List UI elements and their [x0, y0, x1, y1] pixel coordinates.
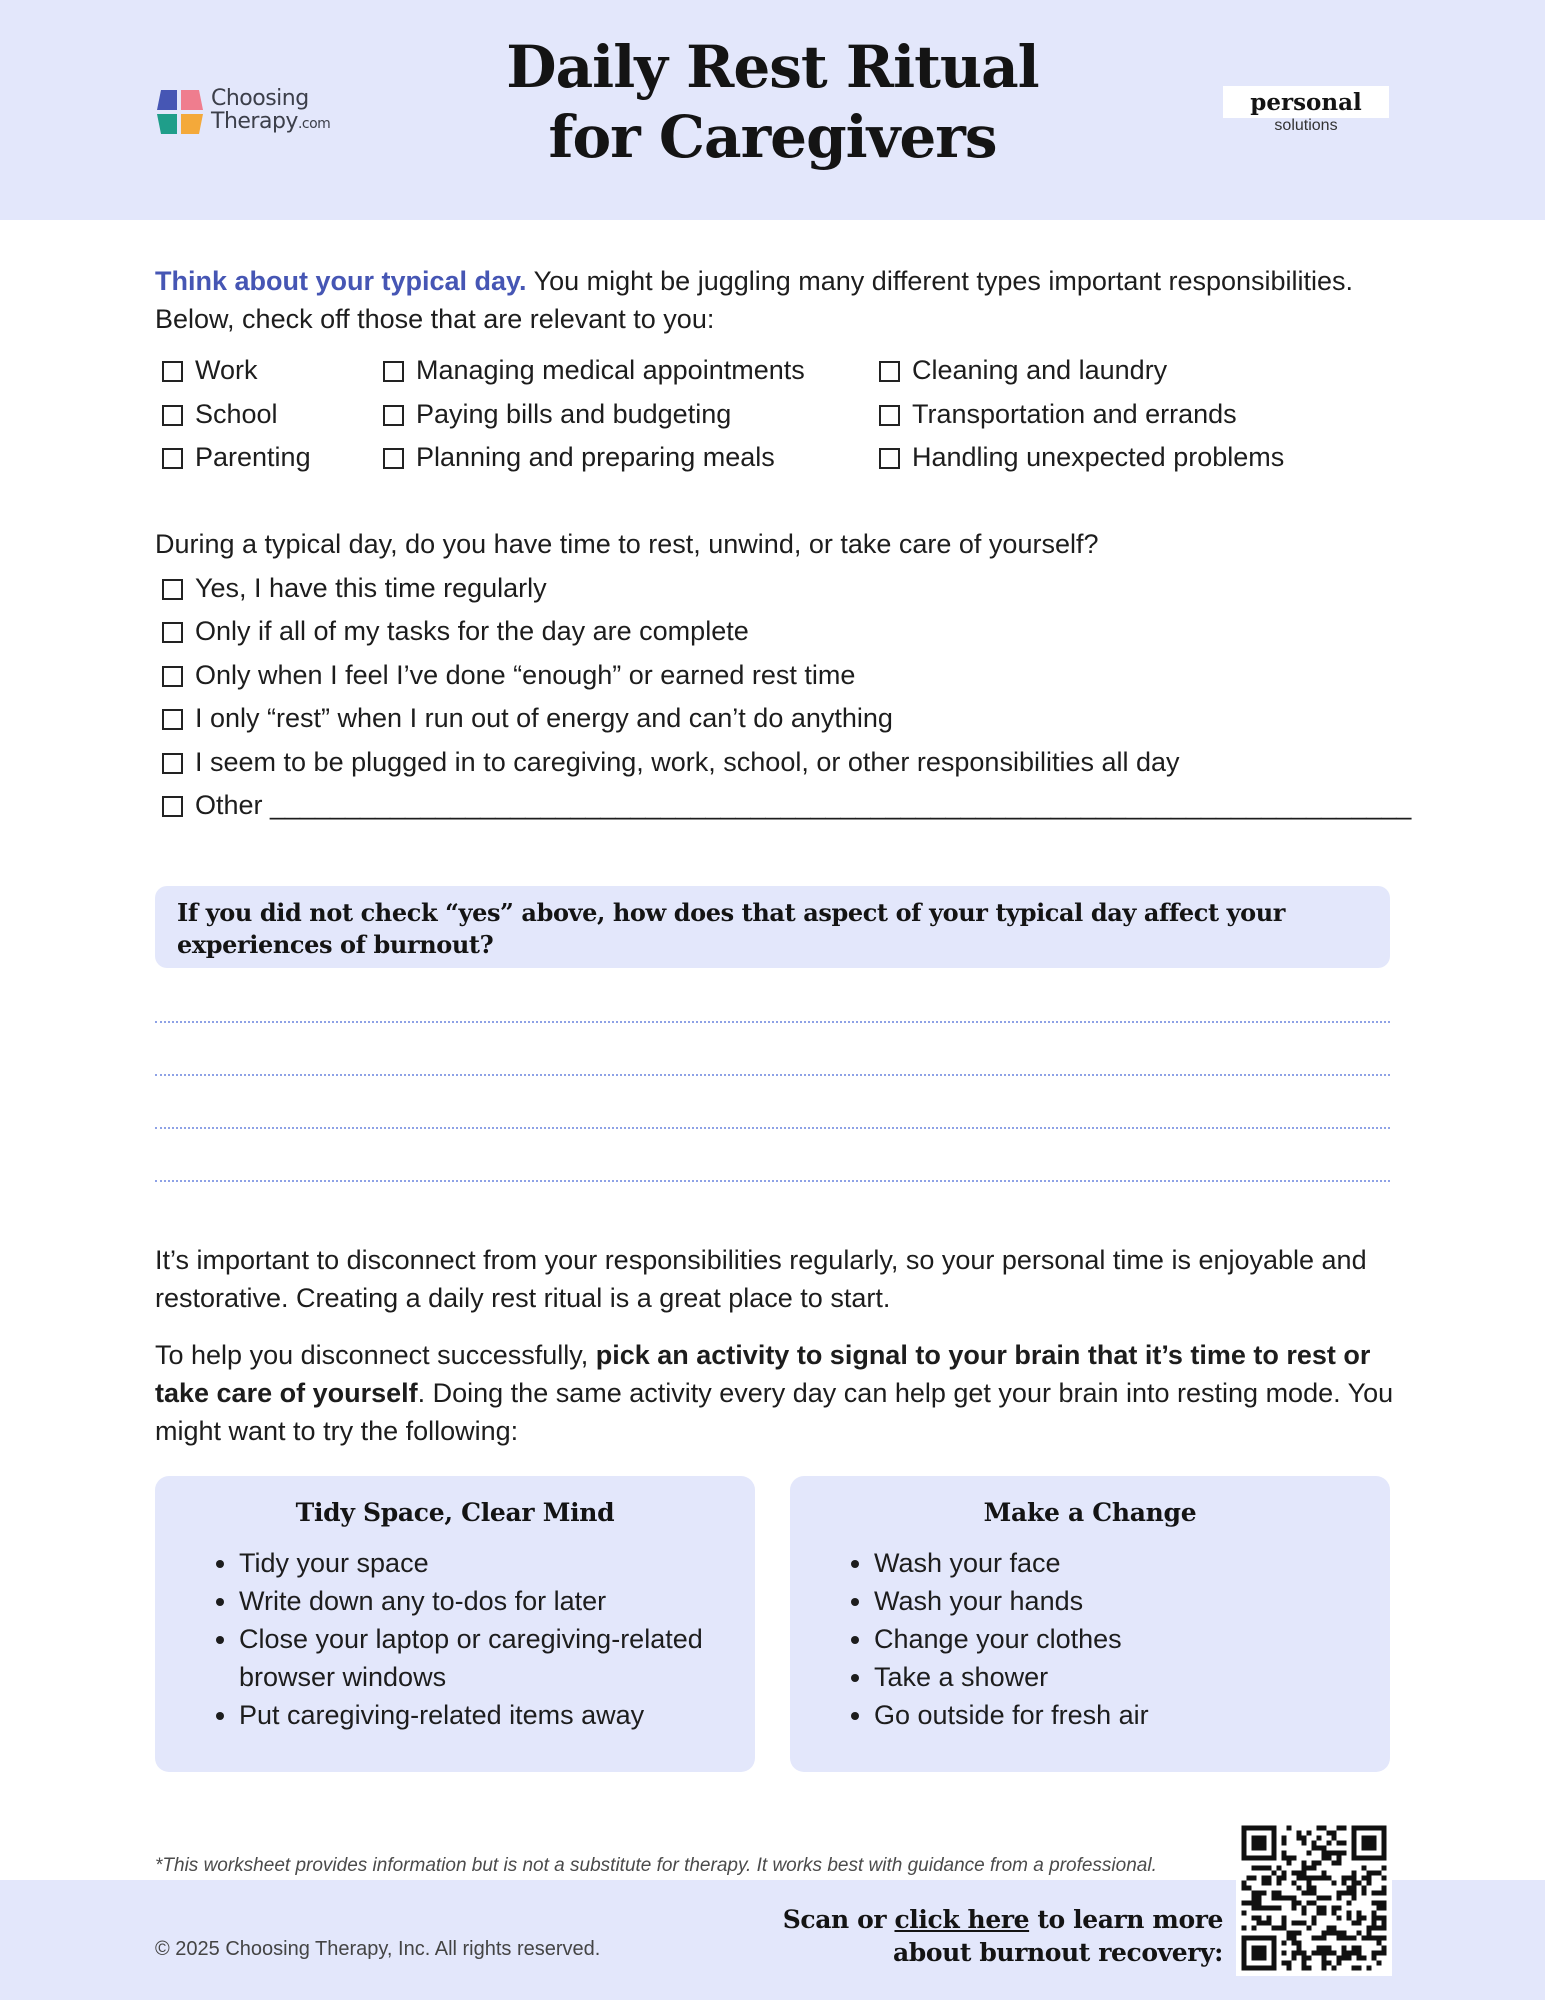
click-here-link[interactable]: click here — [894, 1905, 1030, 1934]
checkbox-square-icon[interactable] — [162, 709, 183, 730]
checkbox-meals[interactable] — [383, 438, 775, 476]
activity-list — [195, 1544, 739, 1734]
card-tidy-space — [155, 1476, 755, 1772]
rest-option-tasks-complete[interactable] — [162, 612, 749, 650]
checkbox-square-icon[interactable] — [162, 448, 183, 469]
checkbox-label: Managing medical appointments — [416, 355, 805, 385]
scan-text-end: to learn more — [1029, 1905, 1223, 1934]
checkbox-label: Work — [195, 355, 258, 385]
reflection-prompt — [155, 886, 1390, 968]
checkbox-square-icon[interactable] — [162, 405, 183, 426]
writing-line[interactable] — [155, 1180, 1390, 1182]
rest-option-out-of-energy[interactable] — [162, 699, 893, 737]
checkbox-label: Only if all of my tasks for the day are complete — [195, 616, 749, 646]
checkbox-square-icon[interactable] — [383, 448, 404, 469]
title-line-1: Daily Rest Ritual — [506, 33, 1039, 101]
list-item: • Write down any to-dos for later — [239, 1582, 739, 1620]
intro-text: You might be juggling many different types important responsibilities. Below, check off those that are relevant to you: — [155, 266, 1354, 334]
checkbox-square-icon[interactable] — [879, 448, 900, 469]
tag-main: personal — [1250, 89, 1362, 116]
logo-line-1: Choosing — [211, 86, 309, 111]
list-item: • Take a shower — [874, 1658, 1374, 1696]
page-header — [0, 0, 1545, 220]
tag-sub: solutions — [1274, 117, 1338, 134]
checkbox-label: Cleaning and laundry — [912, 355, 1168, 385]
page-title — [400, 32, 1145, 172]
intro-lead: Think about your typical day. — [155, 266, 527, 296]
copyright: © 2025 Choosing Therapy, Inc. All rights reserved. — [155, 1938, 601, 1960]
list-item: • Wash your face — [874, 1544, 1374, 1582]
list-item: • Wash your hands — [874, 1582, 1374, 1620]
checkbox-label: Parenting — [195, 442, 311, 472]
signal-text-bold: pick an activity to signal to your brain that it’s time to rest or take care of yourself — [155, 1340, 1371, 1408]
card-make-a-change — [790, 1476, 1390, 1772]
checkbox-square-icon[interactable] — [162, 361, 183, 382]
logo-suffix: .com — [297, 116, 331, 132]
checkbox-parenting[interactable] — [162, 438, 311, 476]
reflection-prompt-text: If you did not check “yes” above, how does that aspect of your typical day affect your experiences of burnout? — [177, 898, 1286, 959]
choosing-therapy-logo[interactable] — [155, 83, 345, 141]
disconnect-paragraph: It’s important to disconnect from your responsibilities regularly, so your personal time is enjoyable and restorative. Creating a daily rest ritual is a great place to start. — [155, 1245, 1367, 1313]
writing-line[interactable] — [155, 1074, 1390, 1076]
list-item: • Put caregiving-related items away — [239, 1696, 739, 1734]
logo-line-2: Therapy — [211, 109, 298, 134]
disclaimer: *This worksheet provides information but is not a substitute for therapy. It works best with guidance from a professional. — [155, 1855, 1157, 1876]
checkbox-medical-appointments[interactable] — [383, 351, 805, 389]
checkbox-square-icon[interactable] — [879, 361, 900, 382]
checkbox-label: Yes, I have this time regularly — [195, 573, 547, 603]
list-item: • Change your clothes — [874, 1620, 1374, 1658]
signal-text-start: To help you disconnect successfully, — [155, 1340, 596, 1370]
checkbox-cleaning-laundry[interactable] — [879, 351, 1167, 389]
signal-text-end: . Doing the same activity every day can help get your brain into resting mode. You might want to try the following: — [155, 1378, 1394, 1446]
activity-list — [830, 1544, 1374, 1734]
rest-option-yes[interactable] — [162, 569, 547, 607]
list-item: • Tidy your space — [239, 1544, 739, 1582]
checkbox-label: Only when I feel I’ve done “enough” or earned rest time — [195, 660, 856, 690]
checkbox-label: I seem to be plugged in to caregiving, work, school, or other responsibilities all day — [195, 747, 1180, 777]
checkbox-label: Planning and preparing meals — [416, 442, 775, 472]
checkbox-school[interactable] — [162, 395, 278, 433]
checkbox-label: Transportation and errands — [912, 399, 1237, 429]
checkbox-label: Other ____________________________________________________________________________ — [195, 790, 1412, 820]
checkbox-transportation-errands[interactable] — [879, 395, 1237, 433]
list-item: • Go outside for fresh air — [874, 1696, 1374, 1734]
checkbox-bills-budgeting[interactable] — [383, 395, 731, 433]
rest-question: During a typical day, do you have time to rest, unwind, or take care of yourself? — [155, 529, 1099, 559]
writing-line[interactable] — [155, 1021, 1390, 1023]
scan-text: Scan or — [782, 1905, 895, 1934]
qr-code-icon — [1236, 1820, 1392, 1976]
checkbox-square-icon[interactable] — [162, 796, 183, 817]
scan-line-2: about burnout recovery: — [892, 1938, 1223, 1967]
rest-option-earned[interactable] — [162, 656, 855, 694]
checkbox-label: School — [195, 399, 278, 429]
checkbox-square-icon[interactable] — [162, 579, 183, 600]
checkbox-square-icon[interactable] — [383, 361, 404, 382]
checkbox-label: Paying bills and budgeting — [416, 399, 732, 429]
checkbox-work[interactable] — [162, 351, 258, 389]
logo-wordmark — [211, 87, 330, 136]
logo-mark-icon — [155, 86, 205, 138]
checkbox-square-icon[interactable] — [162, 666, 183, 687]
checkbox-square-icon[interactable] — [162, 753, 183, 774]
checkbox-square-icon[interactable] — [383, 405, 404, 426]
intro-paragraph — [155, 262, 1395, 338]
list-item: • Close your laptop or caregiving-related browser windows — [239, 1620, 739, 1696]
scan-callout — [760, 1903, 1223, 1969]
checkbox-square-icon[interactable] — [879, 405, 900, 426]
checkbox-label: I only “rest” when I run out of energy and can’t do anything — [195, 703, 893, 733]
title-line-2: for Caregivers — [548, 103, 997, 171]
checkbox-label: Handling unexpected problems — [912, 442, 1285, 472]
writing-line[interactable] — [155, 1127, 1390, 1129]
category-tag — [1223, 86, 1389, 134]
rest-option-other[interactable] — [162, 786, 1411, 824]
checkbox-unexpected-problems[interactable] — [879, 438, 1284, 476]
checkbox-square-icon[interactable] — [162, 622, 183, 643]
card-title: Tidy Space, Clear Mind — [295, 1498, 615, 1527]
card-title: Make a Change — [983, 1498, 1197, 1527]
signal-paragraph — [155, 1336, 1395, 1450]
rest-option-plugged-in[interactable] — [162, 743, 1180, 781]
qr-code[interactable] — [1236, 1820, 1392, 1976]
